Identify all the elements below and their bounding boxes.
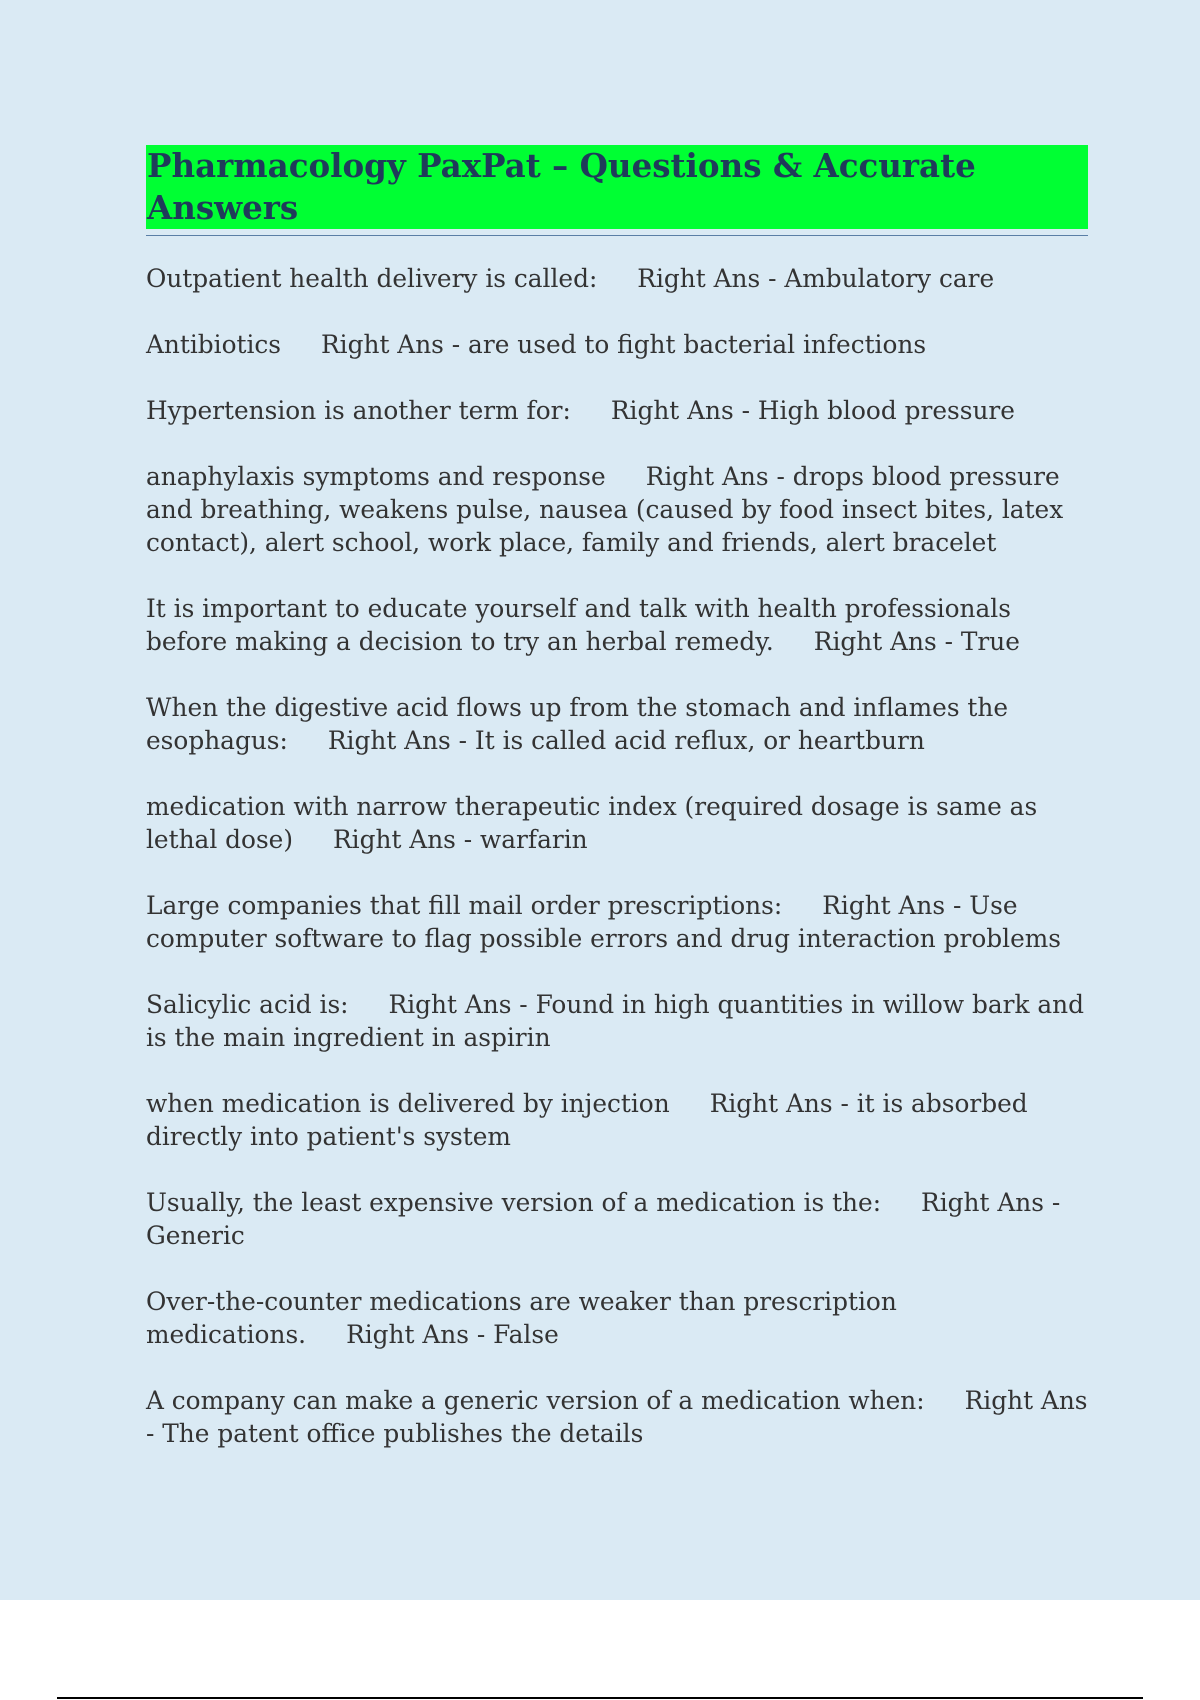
title-block — [146, 145, 1088, 236]
question-text: Hypertension is another term for: — [146, 396, 571, 425]
qa-item — [146, 790, 1088, 856]
question-text: When the digestive acid flows up from the stomach and inflames the esophagus: — [146, 693, 1009, 755]
qa-item — [146, 460, 1088, 559]
answer-text: Right Ans - True — [813, 627, 1020, 656]
question-text: A company can make a generic version of a medication when: — [146, 1386, 925, 1415]
qa-item — [146, 592, 1088, 658]
answer-text: Right Ans - The patent office publishes the details — [146, 1386, 1088, 1448]
qa-item — [146, 262, 1088, 295]
qa-item — [146, 1186, 1088, 1252]
answer-text: Right Ans - Ambulatory care — [637, 264, 995, 293]
question-text: Over-the-counter medications are weaker than prescription medications. — [146, 1287, 897, 1349]
qa-item — [146, 328, 1088, 361]
qa-item — [146, 889, 1088, 955]
answer-text: Right Ans - are used to fight bacterial infections — [321, 330, 927, 359]
qa-item — [146, 1087, 1088, 1153]
qa-item — [146, 1285, 1088, 1351]
answer-text: Right Ans - it is absorbed directly into patient's system — [146, 1089, 1028, 1151]
answer-text: Right Ans - High blood pressure — [610, 396, 1015, 425]
answer-text: Right Ans - False — [346, 1320, 559, 1349]
question-text: when medication is delivered by injection — [146, 1089, 670, 1118]
question-text: Large companies that fill mail order prescriptions: — [146, 891, 783, 920]
question-text: Outpatient health delivery is called: — [146, 264, 598, 293]
qa-item — [146, 1384, 1088, 1450]
question-text: Usually, the least expensive version of a medication is the: — [146, 1188, 882, 1217]
question-text: It is important to educate yourself and talk with health professionals before making a decision to try an herbal remedy. — [146, 594, 1011, 656]
question-text: Salicylic acid is: — [146, 990, 349, 1019]
answer-text: Right Ans - Generic — [146, 1188, 1061, 1250]
question-text: Antibiotics — [146, 330, 282, 359]
qa-item — [146, 394, 1088, 427]
document-title: Pharmacology PaxPat – Questions & Accurate Answers — [146, 145, 1088, 229]
qa-item — [146, 691, 1088, 757]
document-content — [146, 145, 1088, 1483]
answer-text: Right Ans - drops blood pressure and breathing, weakens pulse, nausea (caused by food insect bites, latex contact), alert school, work place, family and friends, alert bracelet — [146, 462, 1064, 557]
answer-text: Right Ans - Use computer software to flag possible errors and drug interaction problems — [146, 891, 1062, 953]
footer-divider — [57, 1697, 1143, 1699]
qa-item — [146, 988, 1088, 1054]
answer-text: Right Ans - warfarin — [333, 825, 588, 854]
answer-text: Right Ans - It is called acid reflux, or heartburn — [327, 726, 925, 755]
answer-text: Right Ans - Found in high quantities in willow bark and is the main ingredient in aspirin — [146, 990, 1085, 1052]
question-text: anaphylaxis symptoms and response — [146, 462, 606, 491]
question-text: medication with narrow therapeutic index (required dosage is same as lethal dose) — [146, 792, 1038, 854]
